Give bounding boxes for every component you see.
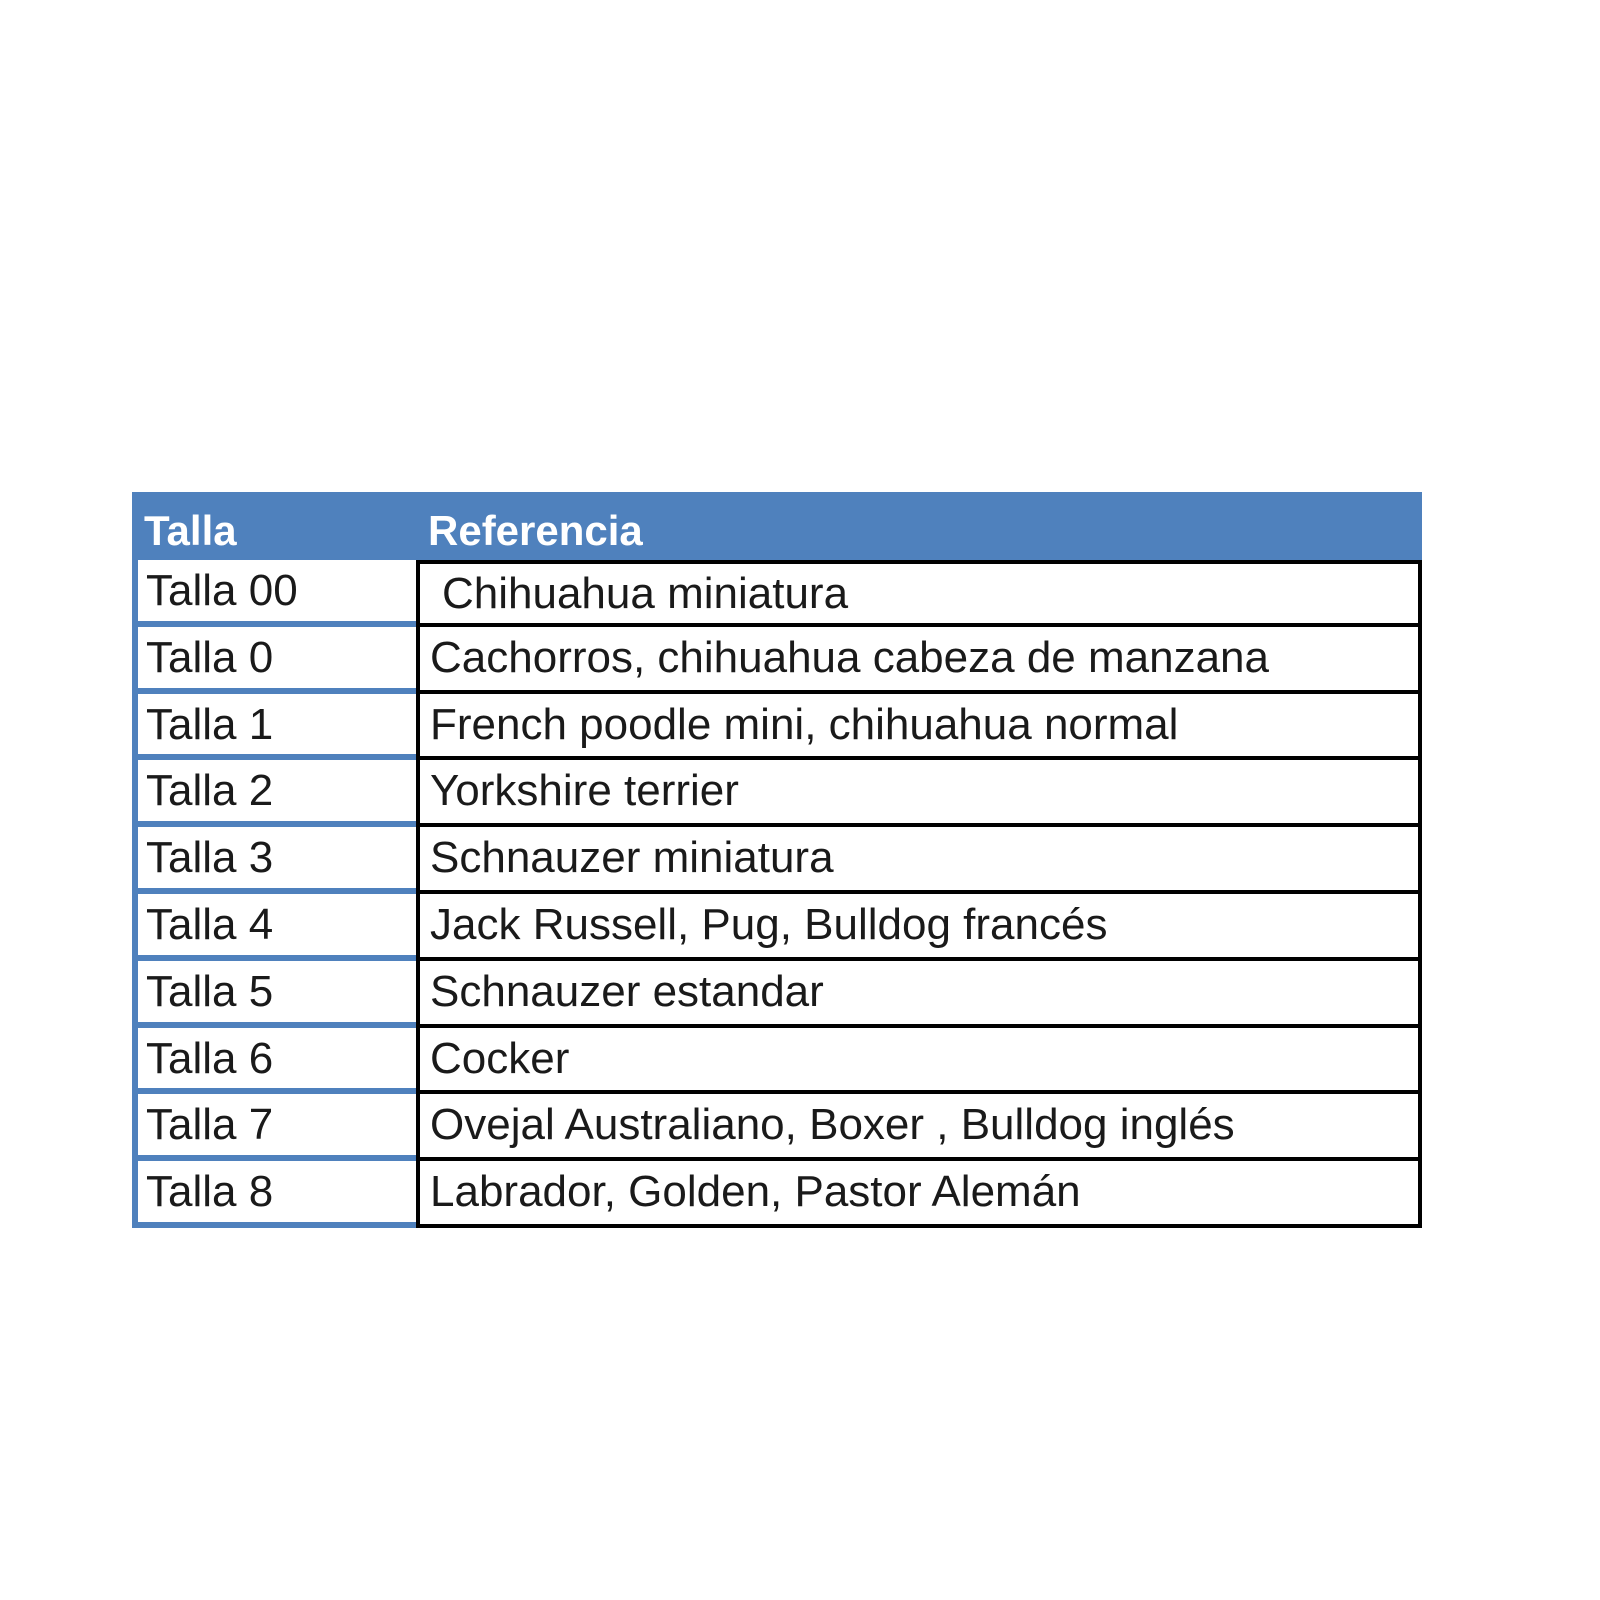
header-talla: Talla [144, 507, 237, 554]
referencia-cell [416, 560, 1422, 627]
referencia-text: French poodle mini, chihuahua normal [430, 699, 1179, 749]
table-row [132, 560, 1422, 627]
referencia-text: Ovejal Australiano, Boxer , Bulldog inglés [430, 1100, 1235, 1150]
talla-cell: Talla 5 [132, 961, 416, 1028]
referencia-cell [416, 1028, 1422, 1095]
table-row [132, 1094, 1422, 1161]
talla-cell: Talla 0 [132, 627, 416, 694]
talla-cell: Talla 7 [132, 1094, 416, 1161]
table-body [132, 560, 1422, 1228]
referencia-text: Schnauzer estandar [430, 966, 824, 1016]
referencia-cell [416, 827, 1422, 894]
referencia-text: Yorkshire terrier [430, 766, 739, 816]
referencia-text: Labrador, Golden, Pastor Alemán [430, 1167, 1081, 1217]
table-row [132, 961, 1422, 1028]
referencia-text: Jack Russell, Pug, Bulldog francés [430, 899, 1108, 949]
table-row [132, 1161, 1422, 1228]
referencia-text: Cocker [430, 1033, 570, 1083]
header-referencia: Referencia [428, 507, 643, 554]
referencia-cell [416, 627, 1422, 694]
table-row [132, 694, 1422, 761]
table-row [132, 760, 1422, 827]
referencia-cell [416, 894, 1422, 961]
referencia-cell [416, 760, 1422, 827]
table-header-row [132, 492, 1422, 560]
referencia-text: Chihuahua miniatura [442, 569, 849, 618]
talla-cell: Talla 3 [132, 827, 416, 894]
size-table [132, 492, 1422, 1228]
referencia-text: Cachorros, chihuahua cabeza de manzana [430, 632, 1269, 682]
table-row [132, 627, 1422, 694]
referencia-text: Schnauzer miniatura [430, 833, 834, 883]
talla-cell: Talla 8 [132, 1161, 416, 1228]
referencia-cell [416, 694, 1422, 761]
table-row [132, 1028, 1422, 1095]
talla-cell: Talla 6 [132, 1028, 416, 1095]
talla-cell: Talla 4 [132, 894, 416, 961]
talla-cell: Talla 00 [132, 560, 416, 627]
talla-cell: Talla 1 [132, 694, 416, 761]
talla-cell: Talla 2 [132, 760, 416, 827]
referencia-cell [416, 961, 1422, 1028]
table-row [132, 827, 1422, 894]
table-row [132, 894, 1422, 961]
referencia-cell [416, 1094, 1422, 1161]
referencia-cell [416, 1161, 1422, 1228]
